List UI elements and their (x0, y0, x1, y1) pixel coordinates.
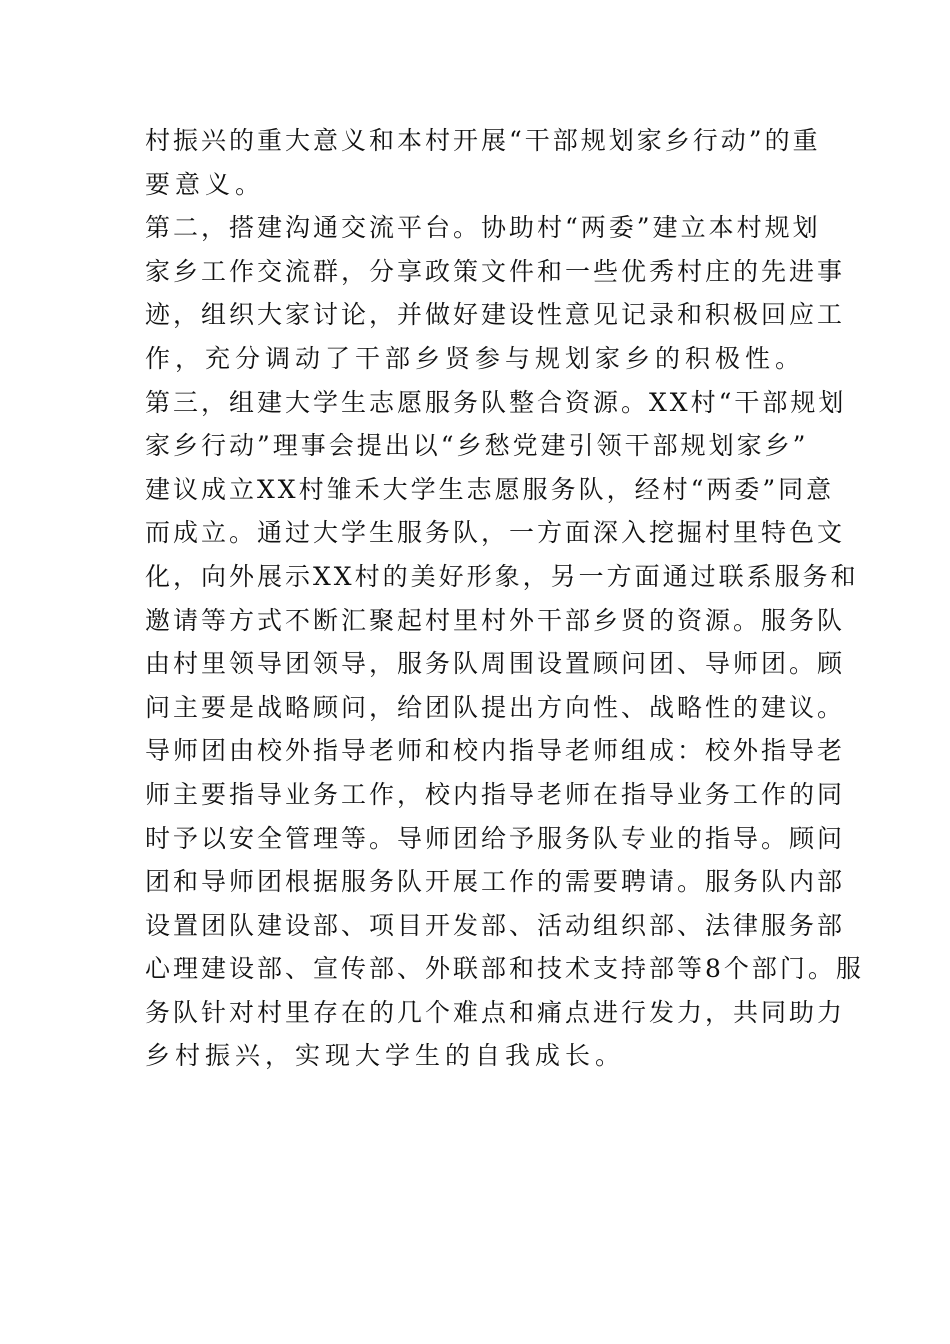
text-line: 家乡行动”理事会提出以“乡愁党建引领干部规划家乡” (145, 431, 809, 461)
text-line: 团和导师团根据服务队开展工作的需要聘请。服务队内部 (145, 867, 846, 897)
document-body (145, 119, 864, 1078)
text-line: 由村里领导团领导，服务队周围设置顾问团、导师团。顾 (145, 649, 846, 679)
text-line: 而成立。通过大学生服务队，一方面深入挖掘村里特色文 (145, 518, 846, 548)
text-line: 建议成立XX村雏禾大学生志愿服务队，经村“两委”同意 (145, 474, 835, 504)
text-line: 村振兴的重大意义和本村开展“干部规划家乡行动”的重 (145, 126, 821, 155)
text-line: 务队针对村里存在的几个难点和痛点进行发力，共同助力 (145, 997, 846, 1027)
text-line: 导师团由校外指导老师和校内指导老师组成：校外指导老 (145, 736, 846, 766)
text-line: 心理建设部、宣传部、外联部和技术支持部等8个部门。服 (145, 954, 864, 984)
text-line: 时予以安全管理等。导师团给予服务队专业的指导。顾问 (145, 823, 846, 853)
text-line: 要意义。 (145, 169, 266, 199)
text-line: 第二，搭建沟通交流平台。协助村“两委”建立本村规划 (145, 213, 821, 243)
text-line: 问主要是战略顾问，给团队提出方向性、战略性的建议。 (145, 692, 846, 722)
text-line: 乡村振兴，实现大学生的自我成长。 (145, 1041, 626, 1071)
text-line: 师主要指导业务工作，校内指导老师在指导业务工作的同 (145, 779, 846, 809)
text-line: 化，向外展示XX村的美好形象，另一方面通过联系服务和 (145, 561, 859, 591)
text-line: 迹，组织大家讨论，并做好建设性意见记录和积极回应工 (145, 300, 846, 330)
text-line: 邀请等方式不断汇聚起村里村外干部乡贤的资源。服务队 (145, 605, 846, 635)
text-line: 作，充分调动了干部乡贤参与规划家乡的积极性。 (145, 343, 806, 373)
text-line: 家乡工作交流群，分享政策文件和一些优秀村庄的先进事 (145, 256, 846, 286)
text-line: 设置团队建设部、项目开发部、活动组织部、法律服务部 (145, 910, 846, 940)
text-line: 第三，组建大学生志愿服务队整合资源。XX村“干部规划 (145, 387, 847, 417)
